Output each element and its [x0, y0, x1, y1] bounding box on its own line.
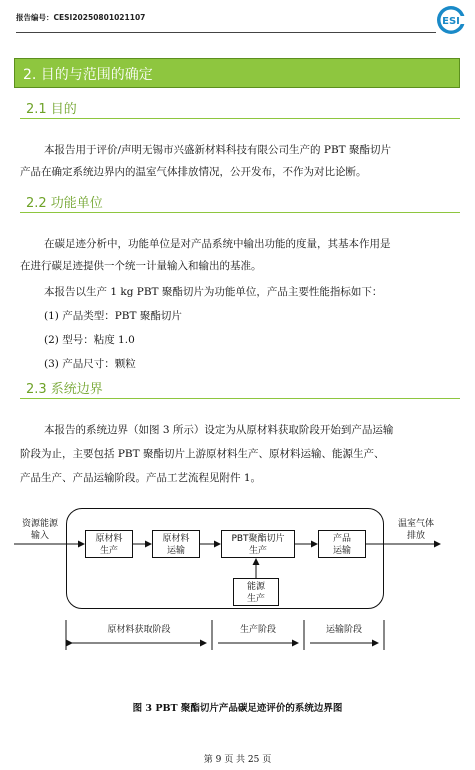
stage-label: 生产阶段 — [239, 625, 276, 635]
stage-label: 运输阶段 — [325, 625, 362, 635]
functional-unit-line-1: 在碳足迹分析中，功能单位是对产品系统中输出功能的度量，其基本作用是 — [44, 238, 391, 250]
purpose-line-2: 产品在确定系统边界内的温室气体排放情况，公开发布，不作为对比论断。 — [20, 166, 367, 178]
figure-caption: 图 3 PBT 聚酯切片产品碳足迹评价的系统边界图 — [132, 703, 343, 714]
output-label: 温室气体 排放 — [397, 519, 434, 541]
subsection-title-purpose: 2.1 目的 — [26, 102, 77, 117]
spec-item: (2) 型号：粘度 1.0 — [44, 334, 135, 346]
functional-unit-line-2: 在进行碳足迹提供一个统一计量输入和输出的基准。 — [20, 260, 262, 272]
process-box-energy-production: 能源 生产 — [233, 578, 279, 606]
process-box-pbt-production: PBT聚酯切片 生产 — [221, 530, 295, 558]
purpose-line-1: 本报告用于评价/声明无锡市兴盛新材料科技有限公司生产的 PBT 聚酯切片 — [44, 144, 391, 156]
spec-item: (3) 产品尺寸：颗粒 — [44, 358, 136, 370]
boundary-line-3: 产品生产、产品运输阶段。产品工艺流程见附件 1。 — [20, 472, 262, 484]
system-boundary-box — [66, 508, 384, 609]
stage-label: 原材料获取阶段 — [107, 625, 171, 635]
report-number-label: 报告编号： — [16, 13, 54, 22]
subsection-rule — [20, 118, 460, 119]
process-box-raw-material-production: 原材料 生产 — [85, 530, 133, 558]
process-box-raw-material-transport: 原材料 运输 — [152, 530, 200, 558]
input-label: 资源能源 输入 — [21, 519, 58, 541]
spec-item: (1) 产品类型：PBT 聚酯切片 — [44, 310, 182, 322]
report-number-value: CESI20250801021107 — [53, 13, 146, 22]
report-number — [16, 12, 145, 23]
subsection-title-system-boundary: 2.3 系统边界 — [26, 382, 103, 397]
process-box-product-transport: 产品 运输 — [318, 530, 366, 558]
page-footer: 第 9 页 共 25 页 — [203, 755, 272, 765]
header-rule — [16, 32, 436, 33]
subsection-rule — [20, 398, 460, 399]
cesi-logo — [436, 5, 466, 35]
section-title-bar — [14, 58, 460, 88]
boundary-line-1: 本报告的系统边界（如图 3 所示）设定为从原材料获取阶段开始到产品运输 — [44, 424, 394, 436]
boundary-line-2: 阶段为止，主要包括 PBT 聚酯切片上游原材料生产、原材料运输、能源生产、 — [20, 448, 385, 460]
section-title: 2. 目的与范围的确定 — [23, 67, 153, 83]
functional-unit-line-3: 本报告以生产 1 kg PBT 聚酯切片为功能单位，产品主要性能指标如下： — [44, 286, 383, 298]
subsection-rule — [20, 212, 460, 213]
logo-text: ESI — [442, 16, 460, 27]
subsection-title-functional-unit: 2.2 功能单位 — [26, 196, 103, 211]
